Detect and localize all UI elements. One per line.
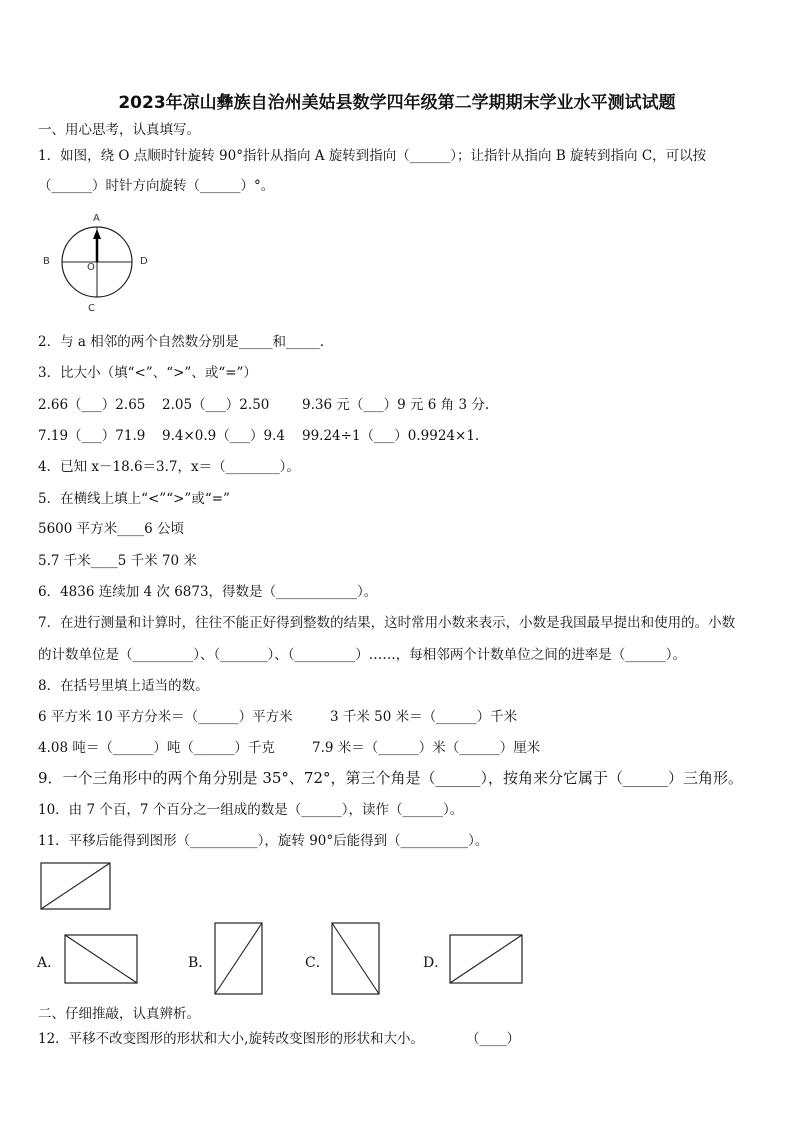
q8-row-1-a: 6 平方米 10 平方分米＝（______）平方米 [38,709,293,725]
question-5: 5．在横线上填上“<”“>”或“=” [38,491,230,507]
q11-original-figure [40,862,112,912]
question-5-b: 5.7 千米____5 千米 70 米 [38,553,197,569]
q3-row-1-a: 2.66（___）2.65 [38,397,146,413]
q8-row-2-b: 7.9 米＝（______）米（______）厘米 [312,740,541,756]
q3-row-2-c: 99.24÷1（___）0.9924×1. [302,428,480,444]
q3-row-2-a: 7.19（___）71.9 [38,428,146,444]
clock-label-c: C [88,303,95,314]
question-1-line-1: 1．如图，绕 O 点顺时针旋转 90°指针从指向 A 旋转到指向（______）；让指针从指向 B 旋转到指向 C，可以按 [38,148,707,164]
clock-label-d: D [140,256,148,267]
q3-row-1-c: 9.36 元（___）9 元 6 角 3 分. [302,397,490,413]
question-7-line-2: 的计数单位是（_________）、（_______）、（_________）……，每相邻两个计数单位之间的进率是（______）。 [38,647,686,663]
page-title: 2023年凉山彝族自治州美姑县数学四年级第二学期期末学业水平测试试题 [118,93,676,113]
section-heading-2: 二、仔细推敲，认真辨析。 [38,1006,200,1022]
question-7-line-1: 7．在进行测量和计算时，往往不能正好得到整数的结果，这时常用小数来表示，小数是我国最早提出和使用的。小数 [38,615,736,631]
question-10: 10．由 7 个百，7 个百分之一组成的数是（______），读作（______）。 [38,802,464,818]
question-5-a: 5600 平方米____6 公顷 [38,521,185,537]
option-d-label: D． [423,955,449,971]
question-1-line-2: （______）时针方向旋转（______）°。 [38,178,275,194]
q8-row-2-a: 4.08 吨＝（______）吨（______）千克 [38,740,275,756]
question-2: 2．与 a 相邻的两个自然数分别是_____和_____. [38,334,325,350]
option-d-figure [449,934,525,986]
option-a-figure [64,934,140,986]
option-b-figure [214,922,264,996]
option-c-label: C． [305,955,330,971]
q8-row-1-b: 3 千米 50 米＝（______）千米 [330,709,518,725]
clock-label-o: O [87,262,95,273]
question-4: 4．已知 x－18.6＝3.7，x＝（________）。 [38,459,300,475]
question-6: 6．4836 连续加 4 次 6873，得数是（____________）。 [38,584,378,600]
option-a-label: A． [37,955,62,971]
question-12: 12．平移不改变图形的形状和大小,旋转改变图形的形状和大小。 [38,1031,424,1047]
q3-row-1-b: 2.05（___）2.50 [162,397,270,413]
question-8: 8．在括号里填上适当的数。 [38,678,209,694]
option-b-label: B． [188,955,213,971]
pointer-arrow-icon [93,229,101,239]
clock-label-a: A [93,213,100,224]
question-3: 3．比大小（填“<”、“>”、或“=”） [38,365,257,381]
clock-label-b: B [43,256,50,267]
question-11: 11．平移后能得到图形（__________），旋转 90°后能得到（__________）。 [38,833,489,849]
q3-row-2-b: 9.4×0.9（___）9.4 [162,428,285,444]
question-9: 9．一个三角形中的两个角分别是 35°、72°，第三个角是（______），按角来分它属于（______）三角形。 [38,769,743,787]
section-heading-1: 一、用心思考，认真填写。 [38,122,200,138]
question-12-blank: （____） [466,1031,520,1047]
option-c-figure [331,922,381,996]
